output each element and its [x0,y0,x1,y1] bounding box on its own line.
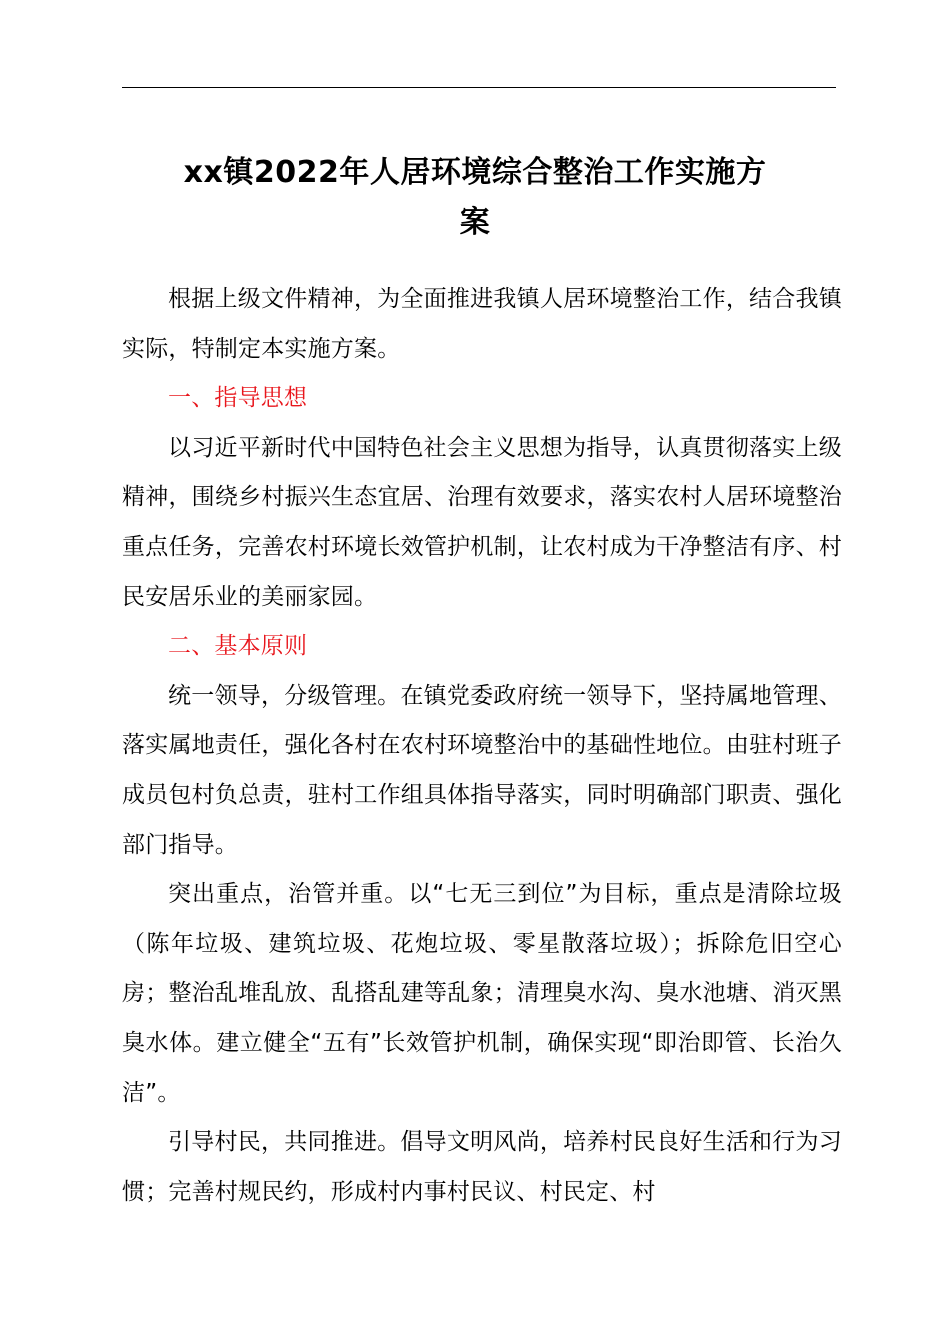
principle-paragraph-2: 突出重点，治管并重。以“七无三到位”为目标，重点是清除垃圾（陈年垃圾、建筑垃圾、花炮垃圾、零星散落垃圾）；拆除危旧空心房；整治乱堆乱放、乱搭乱建等乱象；清理臭水沟、臭水池塘、消灭黑臭水体。建立健全“五有”长效管护机制，确保实现“即治即管、长治久洁”。 [122,881,842,1106]
intro-paragraph: 根据上级文件精神，为全面推进我镇人居环境整治工作，结合我镇实际，特制定本实施方案。 [122,286,842,362]
principle-paragraph-3: 引导村民，共同推进。倡导文明风尚，培养村民良好生活和行为习惯；完善村规民约，形成村内事村民议、村民定、村 [122,1129,842,1205]
section-heading-basic-principles: 二、基本原则 [168,633,308,660]
title-line-1: xx镇2022年人居环境综合整治工作实施方 [183,155,767,190]
document-title [100,148,850,248]
section-heading-guiding-ideology: 一、指导思想 [168,385,308,412]
title-line-2: 案 [459,205,491,240]
header-rule [122,87,836,88]
section-paragraph-guiding-ideology: 以习近平新时代中国特色社会主义思想为指导，认真贯彻落实上级精神，围绕乡村振兴生态宜居、治理有效要求，落实农村人居环境整治重点任务，完善农村环境长效管护机制，让农村成为干净整洁有序、村民安居乐业的美丽家园。 [122,434,842,610]
principle-paragraph-1: 统一领导，分级管理。在镇党委政府统一领导下，坚持属地管理、落实属地责任，强化各村在农村环境整治中的基础性地位。由驻村班子成员包村负总责，驻村工作组具体指导落实，同时明确部门职责、强化部门指导。 [122,682,842,858]
document-body [122,275,842,1217]
